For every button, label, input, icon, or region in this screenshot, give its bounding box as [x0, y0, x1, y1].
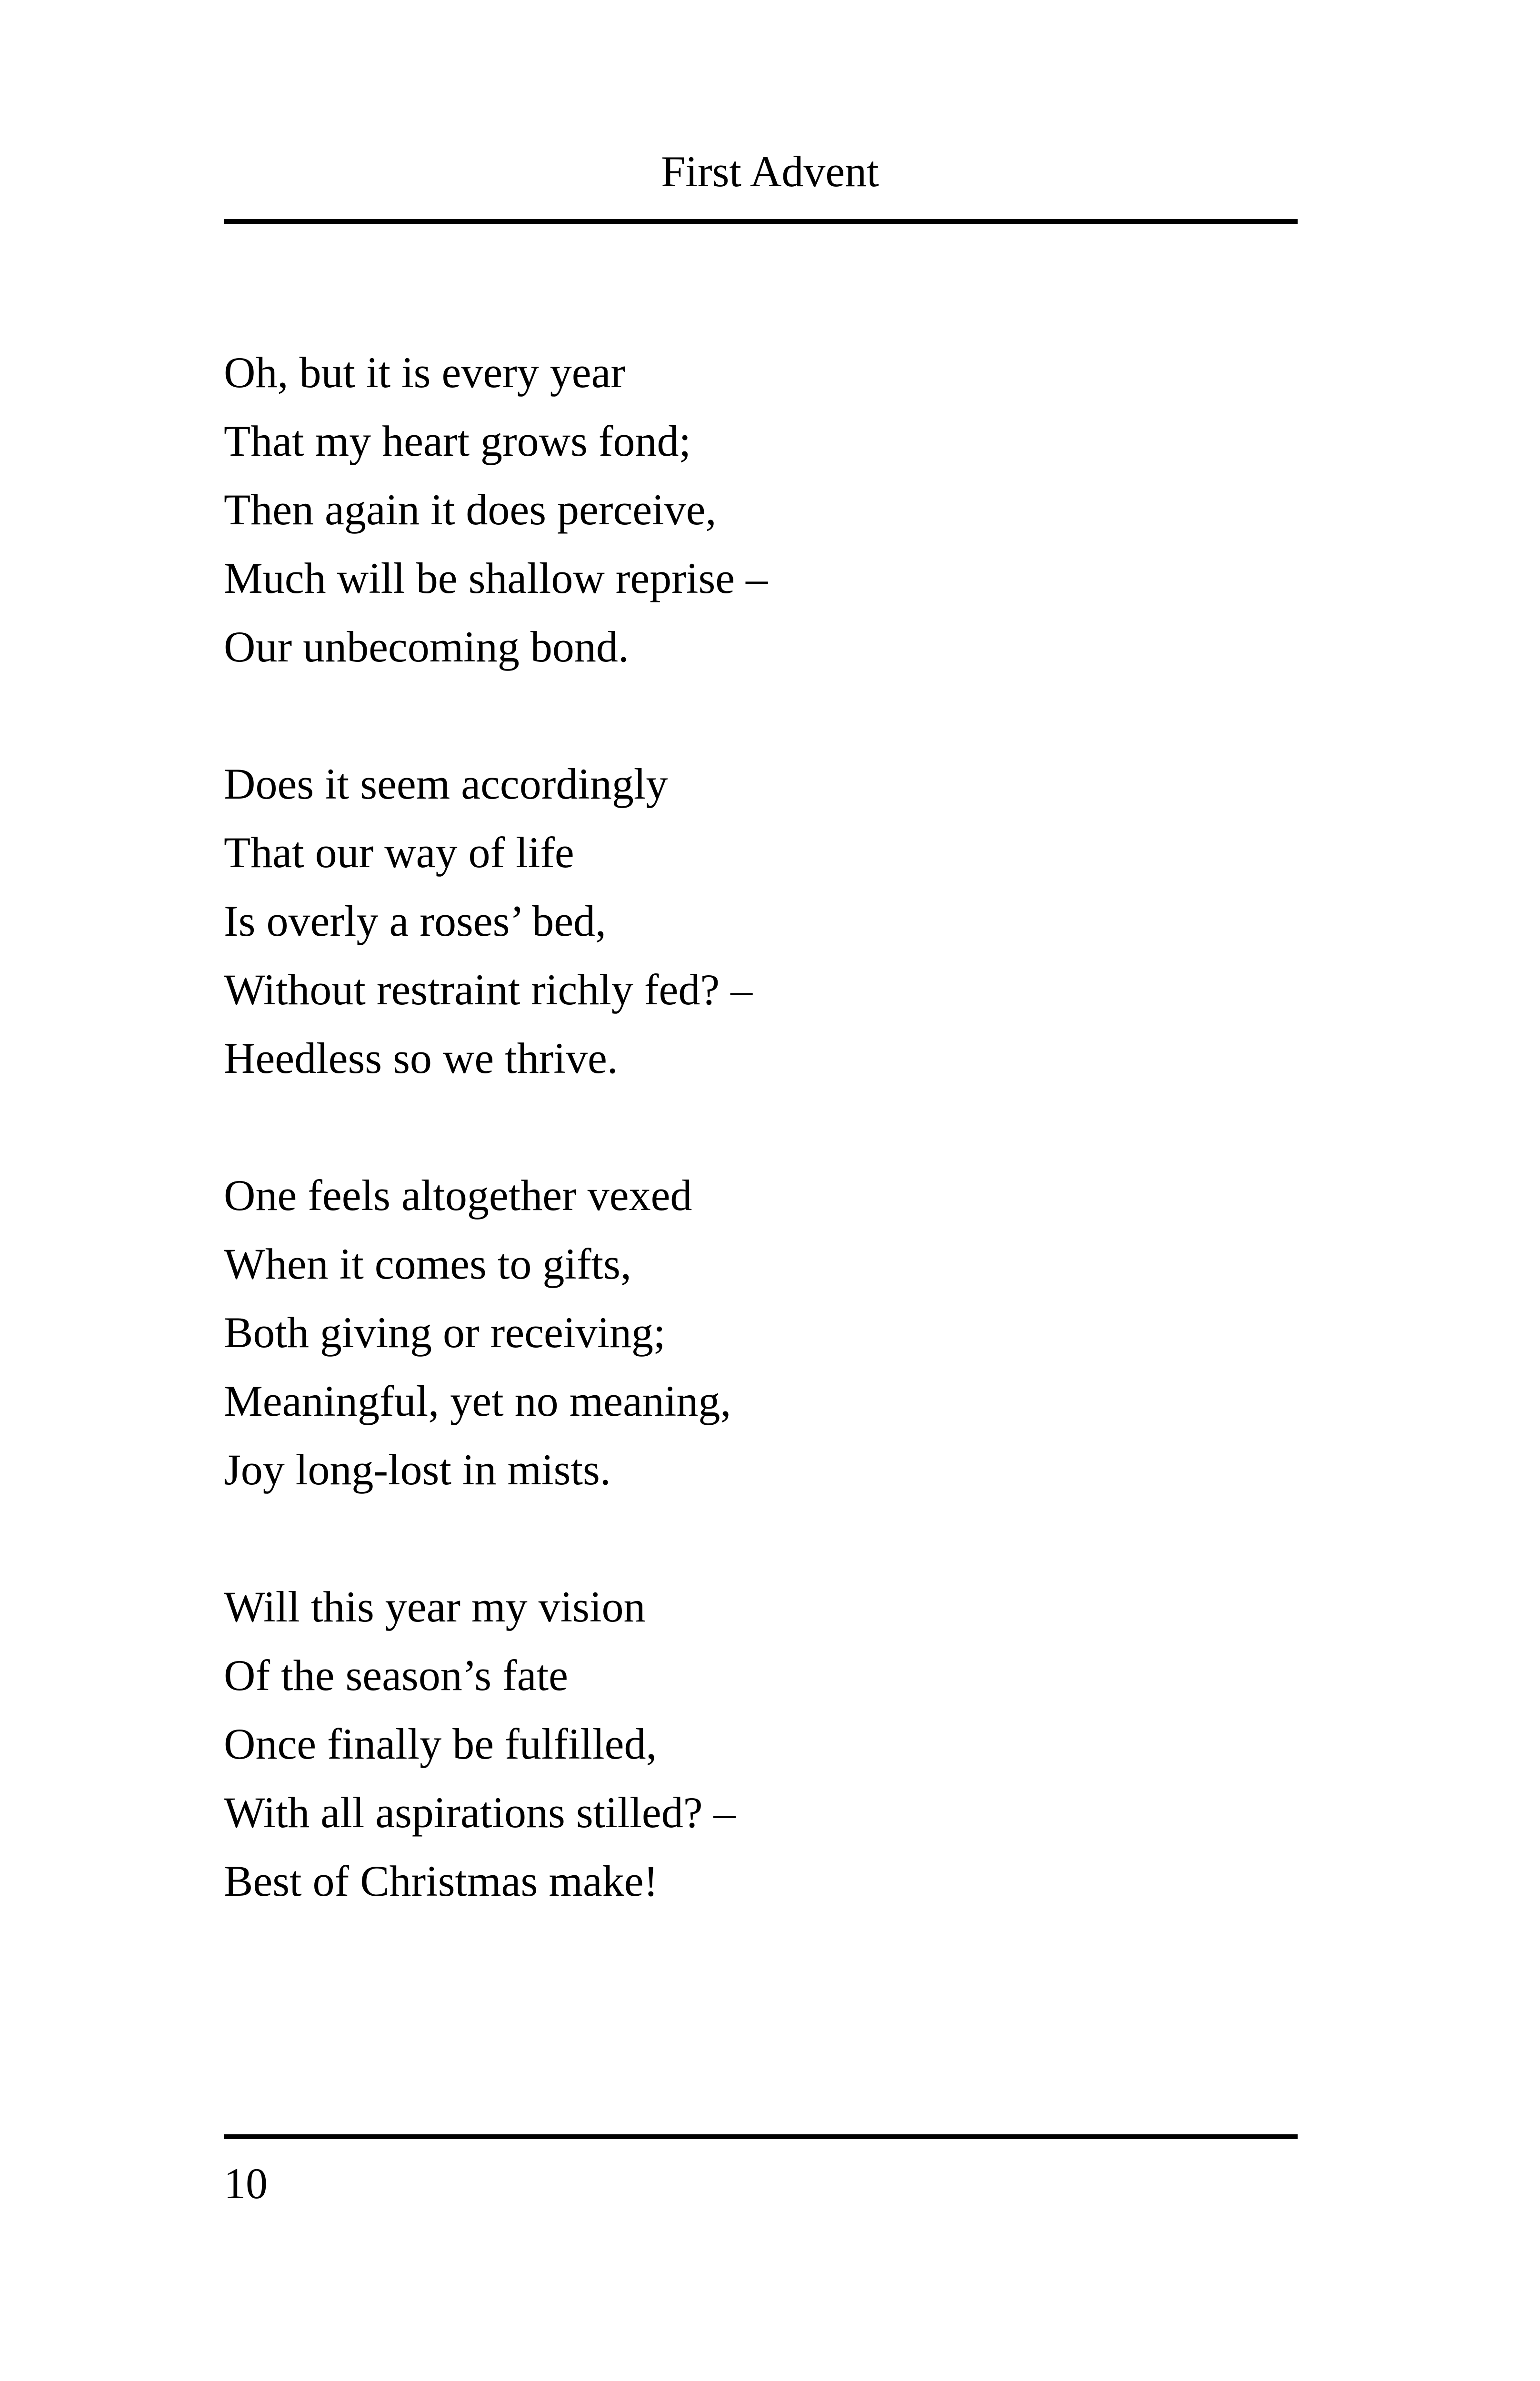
stanza-2 — [224, 750, 1298, 1092]
poem-line: Will this year my vision — [224, 1582, 646, 1631]
header-rule — [224, 219, 1298, 224]
stanza-4 — [224, 1572, 1298, 1915]
poem-line: One feels altogether vexed — [224, 1171, 692, 1220]
poem-line: Once finally be fulfilled, — [224, 1720, 657, 1768]
poem-line: Our unbecoming bond. — [224, 622, 629, 671]
page-number: 10 — [224, 2159, 268, 2208]
stanza-3 — [224, 1161, 1298, 1504]
stanza-1 — [224, 338, 1298, 681]
poem-line: Much will be shallow reprise – — [224, 554, 768, 602]
poem-line: Best of Christmas make! — [224, 1857, 659, 1905]
poem-line: Does it seem accordingly — [224, 760, 668, 808]
poem-line: Of the season’s fate — [224, 1651, 568, 1700]
poem-line: That our way of life — [224, 828, 574, 877]
poem-line: Meaningful, yet no meaning, — [224, 1377, 731, 1425]
poem-line: Heedless so we thrive. — [224, 1034, 618, 1082]
poem — [224, 338, 1298, 1984]
running-header-title: First Advent — [661, 147, 879, 196]
poem-line: When it comes to gifts, — [224, 1240, 631, 1288]
poem-line: Both giving or receiving; — [224, 1308, 666, 1357]
poem-line: Joy long-lost in mists. — [224, 1445, 611, 1494]
poem-line: With all aspirations stilled? – — [224, 1788, 736, 1837]
poem-line: Oh, but it is every year — [224, 348, 626, 397]
poem-line: Then again it does perceive, — [224, 485, 717, 534]
poem-line: Without restraint richly fed? – — [224, 965, 753, 1014]
poem-line: That my heart grows fond; — [224, 417, 691, 465]
poem-line: Is overly a roses’ bed, — [224, 897, 607, 945]
footer-rule — [224, 2134, 1298, 2139]
